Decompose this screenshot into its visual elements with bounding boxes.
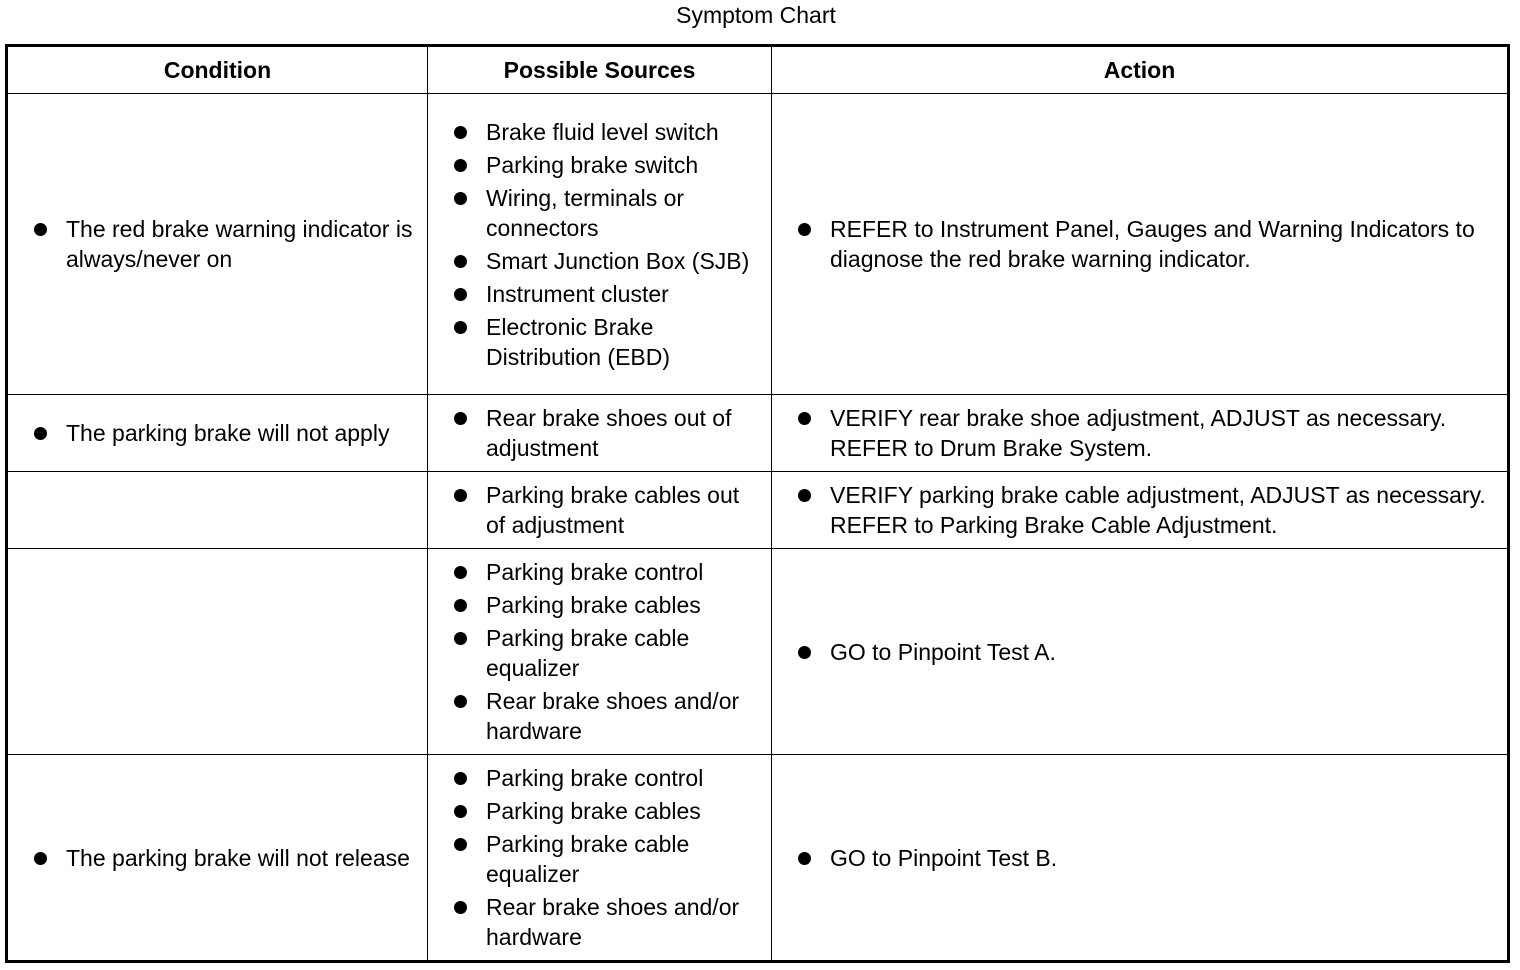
sources-cell xyxy=(428,549,772,755)
sources-cell xyxy=(428,94,772,395)
condition-cell-empty xyxy=(7,472,428,549)
source-item: Parking brake cables xyxy=(486,796,761,826)
table-row xyxy=(7,755,1509,962)
table-row xyxy=(7,94,1509,395)
action-item: REFER to Instrument Panel, Gauges and Warning Indicators to diagnose the red brake warning indicator. xyxy=(830,214,1497,274)
header-row xyxy=(7,46,1509,94)
bullet-icon xyxy=(454,838,467,851)
source-item: Wiring, terminals or connectors xyxy=(486,183,761,243)
condition-cell xyxy=(7,395,428,472)
action-item: GO to Pinpoint Test B. xyxy=(830,843,1497,873)
bullet-icon xyxy=(454,695,467,708)
action-item: VERIFY parking brake cable adjustment, ADJUST as necessary. REFER to Parking Brake Cable Adjustment. xyxy=(830,480,1497,540)
bullet-icon xyxy=(454,412,467,425)
source-item: Electronic Brake Distribution (EBD) xyxy=(486,312,761,372)
bullet-icon xyxy=(798,852,811,865)
header-possible-sources: Possible Sources xyxy=(428,46,772,94)
source-item: Parking brake cable equalizer xyxy=(486,623,761,683)
bullet-icon xyxy=(454,321,467,334)
bullet-icon xyxy=(34,427,47,440)
action-item: GO to Pinpoint Test A. xyxy=(830,637,1497,667)
condition-cell-empty xyxy=(7,549,428,755)
chart-title: Symptom Chart xyxy=(676,2,836,28)
table-row xyxy=(7,395,1509,472)
bullet-icon xyxy=(34,852,47,865)
bullet-icon xyxy=(34,223,47,236)
sources-cell xyxy=(428,395,772,472)
source-item: Parking brake control xyxy=(486,763,761,793)
action-cell xyxy=(772,94,1509,395)
action-item: VERIFY rear brake shoe adjustment, ADJUST as necessary. REFER to Drum Brake System. xyxy=(830,403,1497,463)
bullet-icon xyxy=(454,772,467,785)
table-row xyxy=(7,549,1509,755)
bullet-icon xyxy=(454,288,467,301)
bullet-icon xyxy=(454,901,467,914)
source-item: Parking brake switch xyxy=(486,150,761,180)
header-action: Action xyxy=(772,46,1509,94)
bullet-icon xyxy=(798,646,811,659)
condition-item: The red brake warning indicator is always/never on xyxy=(66,214,417,274)
bullet-icon xyxy=(798,223,811,236)
bullet-icon xyxy=(454,599,467,612)
bullet-icon xyxy=(798,412,811,425)
action-cell xyxy=(772,395,1509,472)
condition-cell xyxy=(7,94,428,395)
bullet-icon xyxy=(454,632,467,645)
bullet-icon xyxy=(454,805,467,818)
source-item: Rear brake shoes and/or hardware xyxy=(486,686,761,746)
source-item: Parking brake cables xyxy=(486,590,761,620)
action-cell xyxy=(772,755,1509,962)
bullet-icon xyxy=(454,489,467,502)
bullet-icon xyxy=(454,566,467,579)
source-item: Smart Junction Box (SJB) xyxy=(486,246,761,276)
table-row xyxy=(7,472,1509,549)
action-cell xyxy=(772,549,1509,755)
source-item: Parking brake cable equalizer xyxy=(486,829,761,889)
condition-item: The parking brake will not apply xyxy=(66,418,417,448)
source-item: Rear brake shoes out of adjustment xyxy=(486,403,761,463)
bullet-icon xyxy=(798,489,811,502)
source-item: Brake fluid level switch xyxy=(486,117,761,147)
bullet-icon xyxy=(454,126,467,139)
condition-item: The parking brake will not release xyxy=(66,843,417,873)
source-item: Instrument cluster xyxy=(486,279,761,309)
source-item: Rear brake shoes and/or hardware xyxy=(486,892,761,952)
bullet-icon xyxy=(454,159,467,172)
sources-cell xyxy=(428,755,772,962)
sources-cell xyxy=(428,472,772,549)
symptom-table xyxy=(5,44,1510,963)
bullet-icon xyxy=(454,192,467,205)
action-cell xyxy=(772,472,1509,549)
header-condition: Condition xyxy=(7,46,428,94)
bullet-icon xyxy=(454,255,467,268)
source-item: Parking brake cables out of adjustment xyxy=(486,480,761,540)
source-item: Parking brake control xyxy=(486,557,761,587)
condition-cell xyxy=(7,755,428,962)
